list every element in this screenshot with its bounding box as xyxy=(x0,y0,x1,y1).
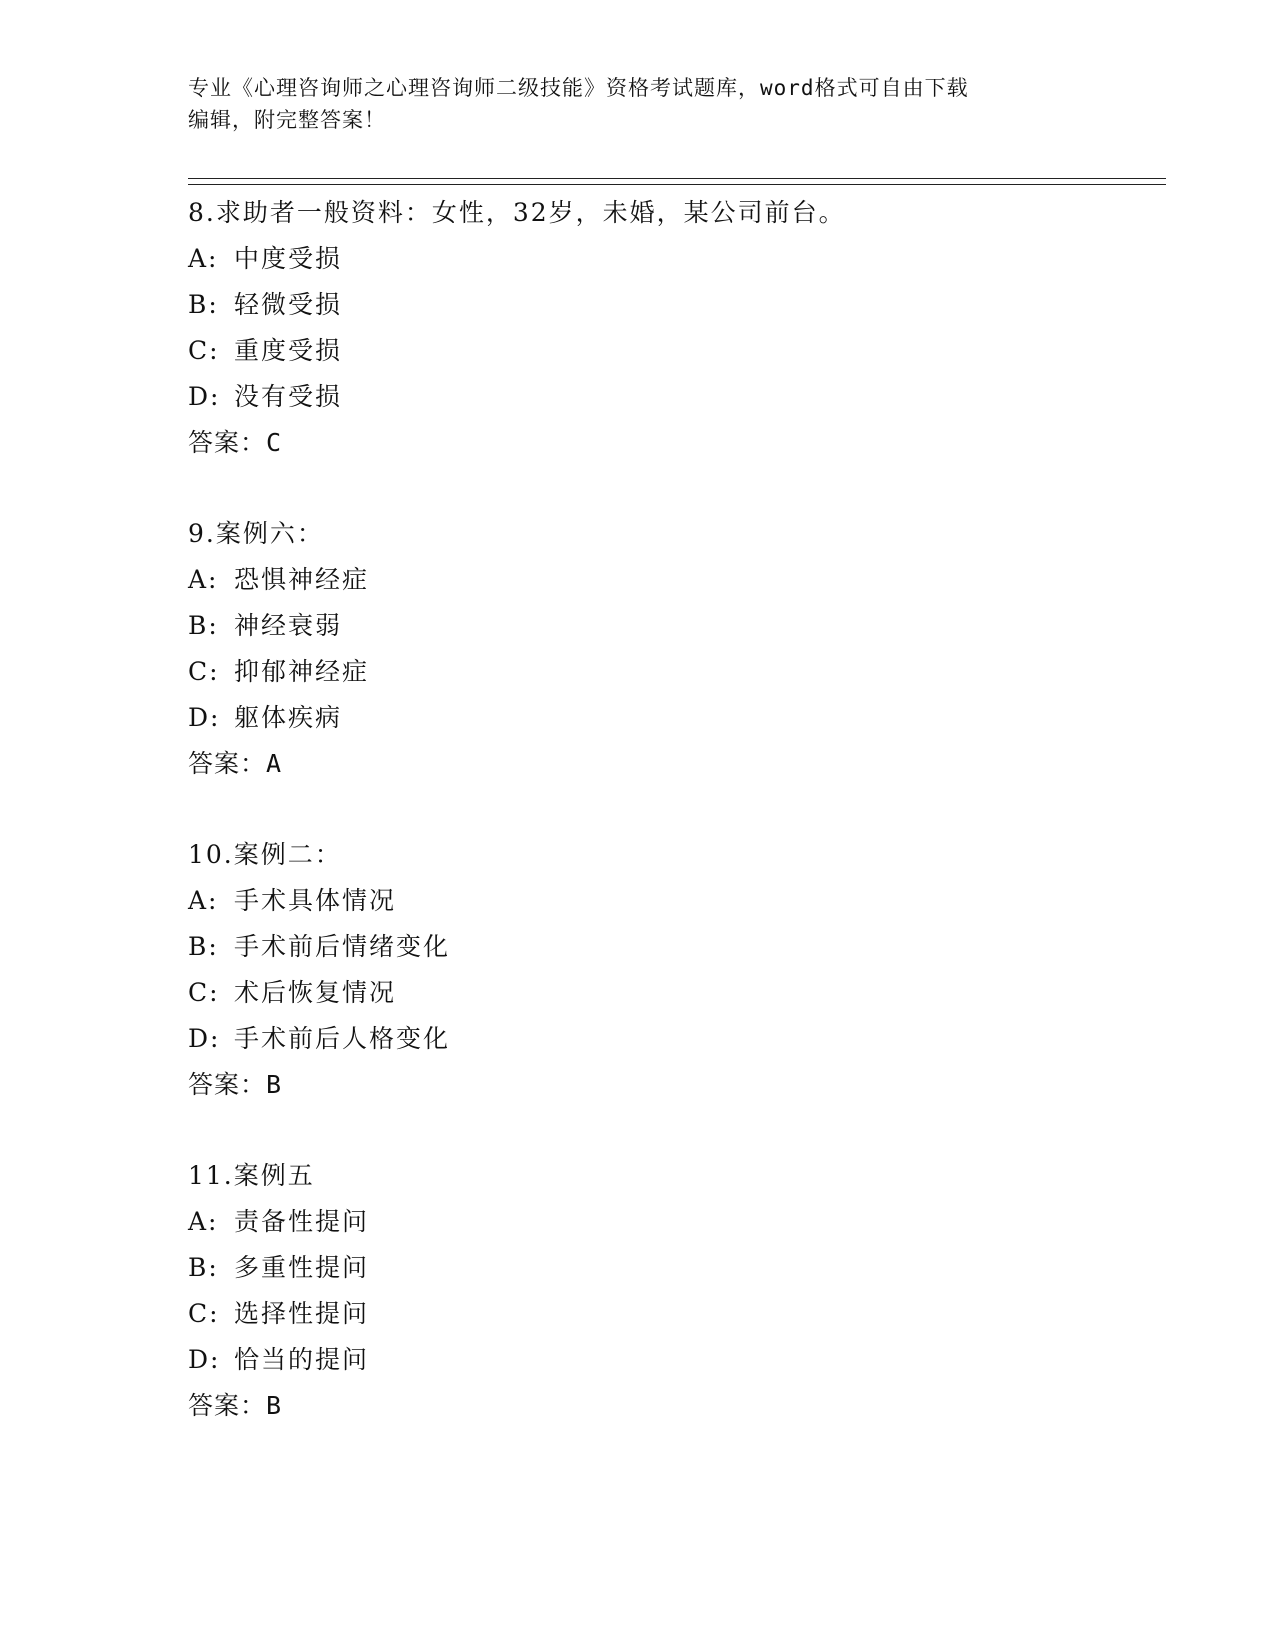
answer-line: 答案：C xyxy=(188,428,283,457)
header-divider-top xyxy=(188,178,1166,179)
option-letter: B: xyxy=(188,1253,219,1282)
question-list xyxy=(188,190,1148,1474)
option-text: 恐惧神经症 xyxy=(234,565,370,594)
option-text: 责备性提问 xyxy=(234,1207,370,1236)
option-letter: B: xyxy=(188,290,219,319)
option-a xyxy=(188,236,1148,282)
option-text: 多重性提问 xyxy=(234,1253,370,1282)
header-line-2: 编辑，附完整答案！ xyxy=(188,108,386,132)
option-text: 恰当的提问 xyxy=(234,1345,370,1374)
option-text: 手术具体情况 xyxy=(234,886,397,915)
option-letter: D: xyxy=(188,1024,221,1053)
option-text: 躯体疾病 xyxy=(234,703,343,732)
option-c xyxy=(188,970,1148,1016)
option-b xyxy=(188,924,1148,970)
answer-line: 答案：B xyxy=(188,1070,283,1099)
option-d xyxy=(188,374,1148,420)
option-b xyxy=(188,603,1148,649)
option-text: 选择性提问 xyxy=(234,1299,370,1328)
option-text: 术后恢复情况 xyxy=(234,978,397,1007)
answer-line: 答案：A xyxy=(188,749,283,778)
option-a xyxy=(188,1199,1148,1245)
option-letter: B: xyxy=(188,932,219,961)
question-item xyxy=(188,1153,1148,1429)
option-letter: D: xyxy=(188,382,221,411)
option-text: 轻微受损 xyxy=(234,290,343,319)
option-letter: C: xyxy=(188,336,220,365)
option-letter: D: xyxy=(188,703,221,732)
option-text: 手术前后情绪变化 xyxy=(234,932,451,961)
question-item xyxy=(188,511,1148,787)
option-text: 手术前后人格变化 xyxy=(234,1024,451,1053)
question-item xyxy=(188,832,1148,1108)
question-stem: 10.案例二： xyxy=(188,840,342,869)
question-stem: 8.求助者一般资料：女性，32岁，未婚，某公司前台。 xyxy=(188,198,846,227)
question-stem: 11.案例五 xyxy=(188,1161,315,1190)
header-divider-bottom xyxy=(188,184,1166,185)
option-d xyxy=(188,1337,1148,1383)
option-text: 重度受损 xyxy=(234,336,343,365)
document-header xyxy=(188,72,1068,136)
option-text: 中度受损 xyxy=(234,244,343,273)
question-item xyxy=(188,190,1148,466)
option-d xyxy=(188,695,1148,741)
option-text: 没有受损 xyxy=(234,382,343,411)
option-letter: A: xyxy=(188,565,219,594)
option-letter: A: xyxy=(188,886,219,915)
option-letter: C: xyxy=(188,657,220,686)
option-c xyxy=(188,649,1148,695)
option-c xyxy=(188,1291,1148,1337)
option-letter: D: xyxy=(188,1345,221,1374)
option-a xyxy=(188,557,1148,603)
option-text: 抑郁神经症 xyxy=(234,657,370,686)
option-d xyxy=(188,1016,1148,1062)
option-letter: A: xyxy=(188,1207,219,1236)
option-a xyxy=(188,878,1148,924)
option-c xyxy=(188,328,1148,374)
answer-line: 答案：B xyxy=(188,1391,283,1420)
header-line-1: 专业《心理咨询师之心理咨询师二级技能》资格考试题库，word格式可自由下载 xyxy=(188,76,969,100)
option-letter: A: xyxy=(188,244,219,273)
option-letter: C: xyxy=(188,1299,220,1328)
option-b xyxy=(188,1245,1148,1291)
option-letter: B: xyxy=(188,611,219,640)
option-letter: C: xyxy=(188,978,220,1007)
option-text: 神经衰弱 xyxy=(234,611,343,640)
option-b xyxy=(188,282,1148,328)
question-stem: 9.案例六： xyxy=(188,519,324,548)
